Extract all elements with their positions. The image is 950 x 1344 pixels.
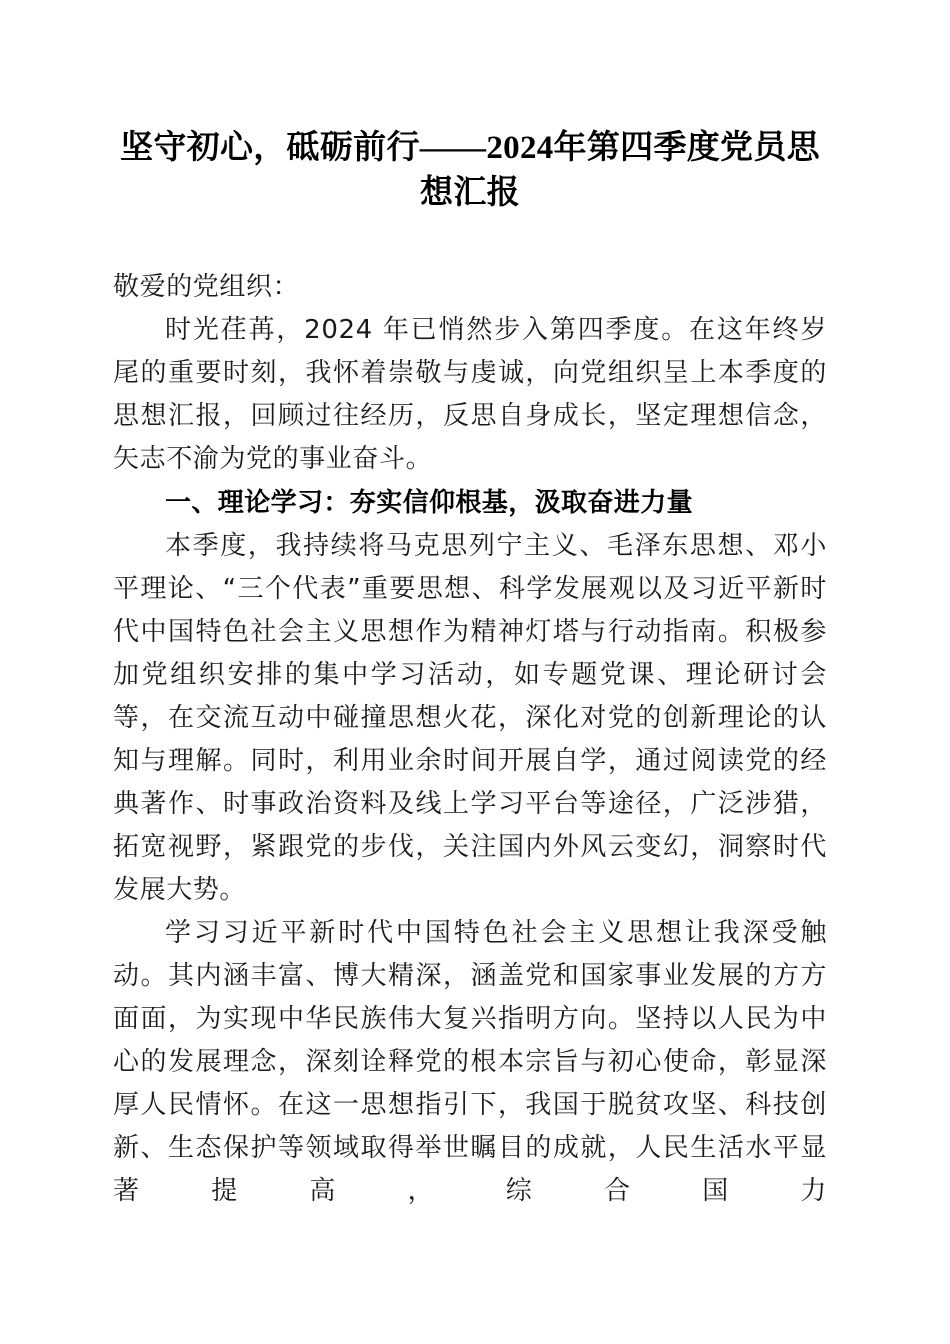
document-content — [113, 0, 827, 1213]
salutation: 敬爱的党组织： — [113, 272, 300, 302]
page-title: 坚守初心，砥砺前行——2024年第四季度党员思想汇报 — [120, 130, 820, 211]
body-paragraph: 时光荏苒，2024 年已悄然步入第四季度。在这年终岁尾的重要时刻，我怀着崇敬与虔诚，向党组织呈上本季度的思想汇报，回顾过往经历，反思自身成长，坚定理想信念，矢志不渝为党的事业奋斗。 — [113, 315, 827, 474]
document-body — [113, 309, 827, 1213]
body-paragraph: 本季度，我持续将马克思列宁主义、毛泽东思想、邓小平理论、“三个代表”重要思想、科学发展观以及习近平新时代中国特色社会主义思想作为精神灯塔与行动指南。积极参加党组织安排的集中学习活动，如专题党课、理论研讨会等，在交流互动中碰撞思想火花，深化对党的创新理论的认知与理解。同时，利用业余时间开展自学，通过阅读党的经典著作、时事政治资料及线上学习平台等途径，广泛涉猎，拓宽视野，紧跟党的步伐，关注国内外风云变幻，洞察时代发展大势。 — [113, 531, 827, 905]
body-paragraph: 学习习近平新时代中国特色社会主义思想让我深受触动。其内涵丰富、博大精深，涵盖党和国家事业发展的方方面面，为实现中华民族伟大复兴指明方向。坚持以人民为中心的发展理念，深刻诠释党的根本宗旨与初心使命，彰显深厚人民情怀。在这一思想指引下，我国于脱贫攻坚、科技创新、生态保护等领域取得举世瞩目的成就，人民生活水平显著提高，综合国力 — [113, 918, 827, 1206]
section-heading: 一、理论学习：夯实信仰根基，汲取奋进力量 — [165, 488, 694, 518]
